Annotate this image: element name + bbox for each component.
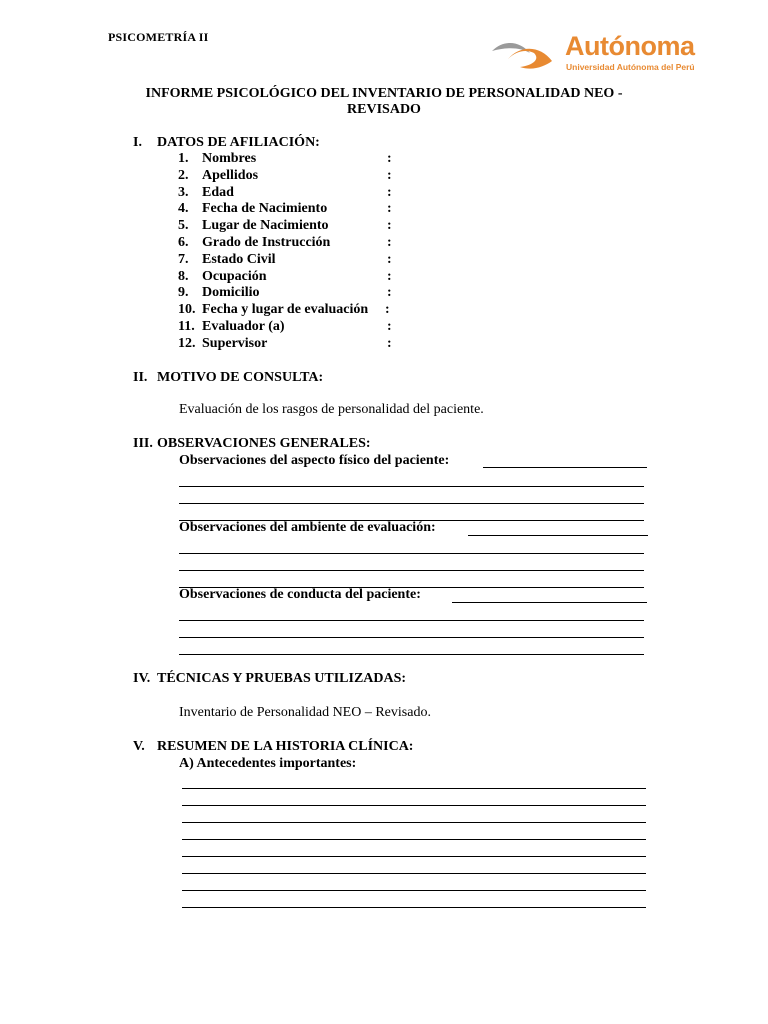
university-logo xyxy=(490,31,700,76)
list-item: 2. Apellidos : xyxy=(178,167,392,183)
section-title: OBSERVACIONES GENERALES: xyxy=(157,436,371,451)
field-label: Apellidos xyxy=(202,167,259,183)
list-item: 11. Evaluador (a) : xyxy=(178,318,392,334)
field-label: Edad xyxy=(202,184,234,200)
section-title: MOTIVO DE CONSULTA: xyxy=(157,370,324,385)
list-item: 8. Ocupación : xyxy=(178,268,392,284)
list-item: 12. Supervisor : xyxy=(178,335,392,351)
list-item: 9. Domicilio : xyxy=(178,285,392,301)
field-label: Ocupación xyxy=(202,268,267,284)
list-item: 1. Nombres : xyxy=(178,151,392,166)
physical-aspect-label: Observaciones del aspecto físico del paciente: xyxy=(179,453,450,468)
environment-field[interactable] xyxy=(468,535,648,536)
section-title: RESUMEN DE LA HISTORIA CLÍNICA: xyxy=(157,739,414,754)
write-line[interactable] xyxy=(182,822,646,823)
field-label: Lugar de Nacimiento xyxy=(202,218,329,234)
affiliation-list xyxy=(178,151,392,353)
field-label: Grado de Instrucción xyxy=(202,234,331,250)
write-line[interactable] xyxy=(182,788,646,789)
write-line[interactable] xyxy=(182,890,646,891)
write-line[interactable] xyxy=(179,620,644,621)
section-number: V. xyxy=(133,739,145,754)
write-line[interactable] xyxy=(182,907,646,908)
behavior-label: Observaciones de conducta del paciente: xyxy=(179,587,421,602)
consultation-reason-text: Evaluación de los rasgos de personalidad del paciente. xyxy=(179,402,484,417)
behavior-field[interactable] xyxy=(452,602,647,603)
document-title: INFORME PSICOLÓGICO DEL INVENTARIO DE PERSONALIDAD NEO - REVISADO xyxy=(145,86,623,117)
list-item: 10. Fecha y lugar de evaluación : xyxy=(178,302,390,318)
logo-swoosh-icon xyxy=(490,37,556,75)
list-item: 6. Grado de Instrucción : xyxy=(178,234,392,250)
write-line[interactable] xyxy=(182,873,646,874)
section-number: II. xyxy=(133,370,148,385)
write-line[interactable] xyxy=(182,805,646,806)
logo-subtitle: Universidad Autónoma del Perú xyxy=(566,62,695,72)
write-line[interactable] xyxy=(179,654,644,655)
field-label: Evaluador (a) xyxy=(202,318,285,334)
write-line[interactable] xyxy=(179,570,644,571)
write-line[interactable] xyxy=(179,553,644,554)
course-header: PSICOMETRÍA II xyxy=(108,30,209,44)
field-label: Nombres xyxy=(202,151,257,166)
list-item: 5. Lugar de Nacimiento : xyxy=(178,218,392,234)
section-4-heading xyxy=(133,671,406,687)
section-2-heading xyxy=(133,370,323,386)
section-number: IV. xyxy=(133,671,151,686)
section-title: TÉCNICAS Y PRUEBAS UTILIZADAS: xyxy=(157,671,407,686)
field-label: Domicilio xyxy=(202,285,260,301)
field-label: Fecha de Nacimiento xyxy=(202,201,328,217)
write-line[interactable] xyxy=(179,637,644,638)
field-label: Fecha y lugar de evaluación xyxy=(202,302,369,318)
field-label: Estado Civil xyxy=(202,251,276,267)
antecedents-label: A) Antecedentes importantes: xyxy=(179,756,357,771)
write-line[interactable] xyxy=(179,486,644,487)
write-line[interactable] xyxy=(179,503,644,504)
section-5-heading xyxy=(133,739,413,755)
environment-label: Observaciones del ambiente de evaluación: xyxy=(179,520,436,535)
list-item: 7. Estado Civil : xyxy=(178,251,392,267)
write-line[interactable] xyxy=(182,856,646,857)
section-number: III. xyxy=(133,436,153,451)
physical-aspect-field[interactable] xyxy=(483,467,647,468)
field-label: Supervisor xyxy=(202,335,268,351)
section-title: DATOS DE AFILIACIÓN: xyxy=(157,135,320,150)
techniques-text: Inventario de Personalidad NEO – Revisado. xyxy=(179,705,431,720)
list-item: 3. Edad : xyxy=(178,184,392,200)
write-line[interactable] xyxy=(182,839,646,840)
section-3-heading xyxy=(133,436,371,452)
section-number: I. xyxy=(133,135,142,150)
list-item: 4. Fecha de Nacimiento : xyxy=(178,201,392,217)
section-1-heading xyxy=(133,135,320,151)
logo-name: Autónoma xyxy=(565,31,695,61)
